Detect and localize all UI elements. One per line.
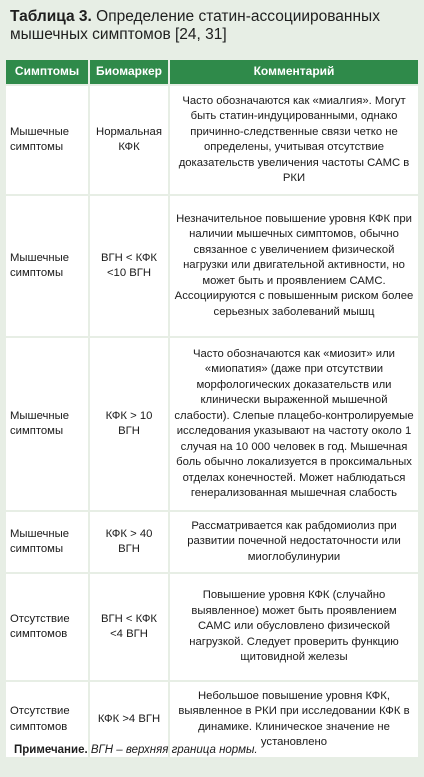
caption-label: Таблица 3. (10, 8, 92, 25)
comment-cell: Часто обозначаются как «миалгия». Могут быть статин-индуцированными, однако причинно-следственные связи четко не определены, учитывая отсутствие доказательств увеличения частоты САМС в РКИ (169, 85, 419, 195)
header-symptoms: Симптомы (5, 59, 89, 85)
comment-cell: Часто обозначаются как «миозит» или «миопатия» (даже при отсутствии морфологических доказательств или клинически выраженной мышечной слабости). Слепые плацебо-контролируемые исследования указывают на частоту около 1 случая на 10 000 человек в год. Мышечная боль обычно локализуется в проксимальных отделах конечностей. Может наблюдаться генерализованная мышечная слабость (169, 337, 419, 511)
table-row (5, 195, 419, 337)
table-caption (10, 8, 414, 44)
biomarker-cell: Нормальная КФК (89, 85, 169, 195)
header-biomarker: Биомаркер (89, 59, 169, 85)
biomarker-cell: КФК > 10 ВГН (89, 337, 169, 511)
symptom-cell: Отсутствие симптомов (5, 573, 89, 681)
biomarker-cell: ВГН < КФК <4 ВГН (89, 573, 169, 681)
footnote-label: Примечание. (14, 744, 88, 756)
symptom-cell: Мышечные симптомы (5, 337, 89, 511)
footnote-text: ВГН – верхняя граница нормы. (90, 744, 258, 756)
table-row (5, 337, 419, 511)
header-comment: Комментарий (169, 59, 419, 85)
symptom-cell: Мышечные симптомы (5, 511, 89, 573)
table-row (5, 573, 419, 681)
biomarker-cell: КФК >4 ВГН (89, 681, 169, 758)
symptom-cell: Мышечные симптомы (5, 195, 89, 337)
table-row (5, 511, 419, 573)
comment-cell: Незначительное повышение уровня КФК при наличии мышечных симптомов, обычно связанное с увеличением физической нагрузки или двигательной активности, но может быть и проявлением САМС. Ассоциируются с повышенным риском более серьезных заболеваний мышц (169, 195, 419, 337)
comment-cell: Небольшое повышение уровня КФК, выявленное в РКИ при исследовании КФК в динамике. Клиническое значение не установлено (169, 681, 419, 758)
table-row (5, 85, 419, 195)
biomarker-cell: ВГН < КФК <10 ВГН (89, 195, 169, 337)
caption-text: Определение статин-ассоциированных мышечных симптомов [24, 31] (10, 8, 380, 43)
table-footnote (14, 744, 258, 756)
comment-cell: Рассматривается как рабдомиолиз при развитии почечной недостаточности или миоглобулинурии (169, 511, 419, 573)
statin-symptoms-table (4, 58, 420, 759)
symptom-cell: Мышечные симптомы (5, 85, 89, 195)
symptom-cell: Отсутствие симптомов (5, 681, 89, 758)
comment-cell: Повышение уровня КФК (случайно выявленное) может быть проявлением САМС или обусловлено физической нагрузкой. Следует проверить функцию щитовидной железы (169, 573, 419, 681)
header-row (5, 59, 419, 85)
biomarker-cell: КФК > 40 ВГН (89, 511, 169, 573)
